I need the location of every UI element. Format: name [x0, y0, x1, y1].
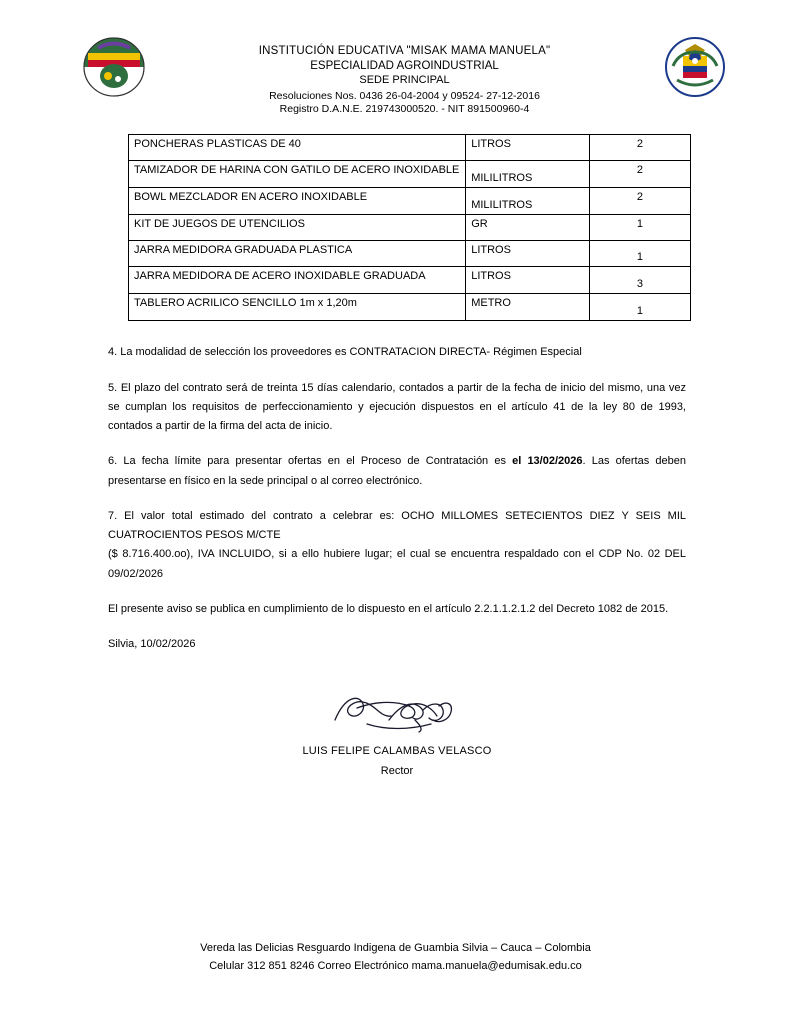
paragraph-6-text-after: . Las ofertas deben presentarse en físico en la sede principal o al correo electrónico. — [108, 455, 686, 487]
contract-value-line-2b: , si a ello hubiere lugar; el cual se encuentra respaldado con el CDP No. 02 DEL 09/02/2026 — [108, 548, 687, 580]
item-quantity: 2 — [589, 188, 690, 215]
item-quantity: 2 — [589, 161, 690, 188]
table-row — [129, 188, 691, 215]
item-unit: MILILITROS — [466, 188, 590, 215]
document-body — [108, 343, 686, 781]
item-quantity: 3 — [589, 267, 690, 294]
item-description: BOWL MEZCLADOR EN ACERO INOXIDABLE — [129, 188, 466, 215]
item-description: KIT DE JUEGOS DE UTENCILIOS — [129, 215, 466, 241]
paragraph-7 — [108, 507, 686, 584]
document-header — [0, 0, 791, 116]
document-footer — [0, 939, 791, 976]
item-description: JARRA MEDIDORA GRADUADA PLASTICA — [129, 241, 466, 267]
place-and-date: Silvia, 10/02/2026 — [108, 638, 196, 651]
signature-block — [108, 690, 686, 781]
item-unit: LITROS — [466, 241, 590, 267]
item-quantity: 1 — [589, 215, 690, 241]
item-quantity: 1 — [589, 241, 690, 267]
table-row — [129, 135, 691, 161]
footer-contact: Celular 312 851 8246 Correo Electrónico mama.manuela@edumisak.edu.co — [209, 960, 582, 973]
item-quantity: 2 — [589, 135, 690, 161]
colombia-coat-of-arms-logo — [659, 36, 731, 98]
item-unit: LITROS — [466, 135, 590, 161]
item-unit: LITROS — [466, 267, 590, 294]
paragraph-5: 5. El plazo del contrato será de treinta 15 días calendario, contados a partir de la fecha de inicio del mismo, una vez se cumplan los requisitos de perfeccionamiento y ejecución dispuestos en el artículo 41 de la ley 80 de 1993, contados a partir de la firma del acta de inicio. — [108, 381, 686, 433]
paragraph-6 — [108, 452, 686, 491]
item-description: TABLERO ACRILICO SENCILLO 1m x 1,20m — [129, 294, 466, 321]
item-description: TAMIZADOR DE HARINA CON GATILO DE ACERO INOXIDABLE — [129, 161, 466, 188]
item-description: JARRA MEDIDORA DE ACERO INOXIDABLE GRADUADA — [129, 267, 466, 294]
institution-resolutions: Resoluciones Nos. 0436 26-04-2004 y 09524- 27-12-2016 — [269, 89, 540, 102]
table-row — [129, 267, 691, 294]
table-row — [129, 294, 691, 321]
item-unit: METRO — [466, 294, 590, 321]
table-row — [129, 161, 691, 188]
item-unit: GR — [466, 215, 590, 241]
offer-deadline-date: el 13/02/2026 — [512, 455, 583, 468]
institution-title-block — [150, 36, 659, 116]
school-crest-logo — [78, 36, 150, 98]
contract-value-line-2a: ($ 8.716.400.oo), IVA INCLUIDO — [108, 548, 272, 561]
paragraph-6-text-before: 6. La fecha límite para presentar ofertas en el Proceso de Contratación es — [108, 455, 506, 468]
paragraph-8: El presente aviso se publica en cumplimiento de lo dispuesto en el artículo 2.2.1.1.2.1.2 del Decreto 1082 de 2015. — [108, 602, 669, 615]
signer-role: Rector — [380, 764, 414, 777]
handwritten-signature-icon — [297, 690, 497, 736]
institution-name: INSTITUCIÓN EDUCATIVA "MISAK MAMA MANUELA" — [258, 45, 551, 57]
paragraph-4: 4. La modalidad de selección los proveedores es CONTRATACION DIRECTA- Régimen Especial — [108, 346, 582, 359]
item-unit: MILILITROS — [466, 161, 590, 188]
items-table — [128, 134, 691, 321]
institution-campus: SEDE PRINCIPAL — [359, 74, 450, 87]
item-description: PONCHERAS PLASTICAS DE 40 — [129, 135, 466, 161]
item-quantity: 1 — [589, 294, 690, 321]
institution-registry: Registro D.A.N.E. 219743000520. - NIT 891500960-4 — [279, 102, 530, 115]
footer-address: Vereda las Delicias Resguardo Indigena de Guambia Silvia – Cauca – Colombia — [200, 941, 591, 954]
contract-value-line-1: 7. El valor total estimado del contrato a celebrar es: OCHO MILLOMES SETECIENTOS DIEZ Y SEIS MIL CUATROCIENTOS PESOS M/CTE — [108, 509, 686, 542]
table-row — [129, 241, 691, 267]
items-table-container — [128, 134, 691, 321]
signer-name: LUIS FELIPE CALAMBAS VELASCO — [302, 745, 492, 758]
institution-specialty: ESPECIALIDAD AGROINDUSTRIAL — [310, 59, 499, 72]
table-row — [129, 215, 691, 241]
